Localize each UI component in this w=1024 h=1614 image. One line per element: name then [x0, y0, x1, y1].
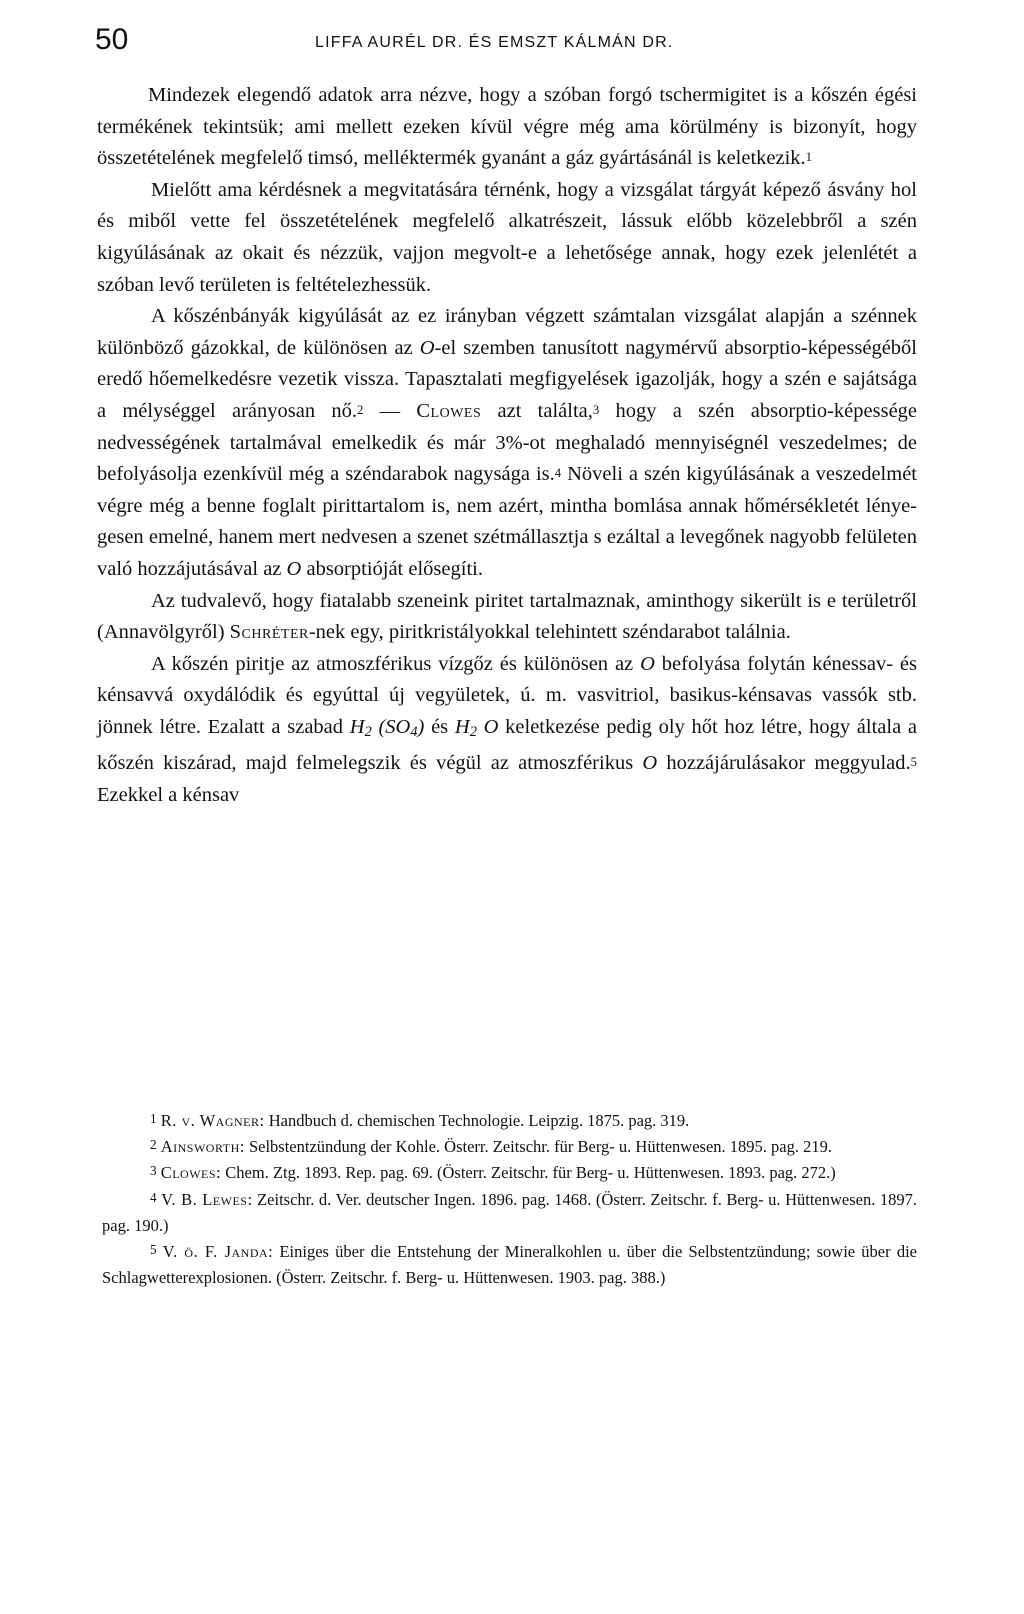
- footnote-2: [102, 1134, 917, 1160]
- formula-h2o: [455, 716, 499, 738]
- footnote-author: Ainsworth:: [160, 1137, 245, 1157]
- formula-part: 2: [364, 723, 372, 740]
- paragraph-1-text: Mindezek elegendő adatok arra nézve, hogy a szóban forgó tschermigitet is a kőszén égési termékének tekintsük; ami mellett ezeken kívül végre még ama körülmény is bizonyít, hogy összetételének megfelelő timsó, melléktermék gyanánt a gáz gyártásánál is keletkezik.: [97, 84, 917, 170]
- footnote-ref-4: 4: [554, 465, 562, 480]
- formula-part: O: [476, 715, 499, 738]
- footnote-5: [102, 1239, 917, 1291]
- paragraph-2: [97, 175, 917, 301]
- paragraph-4-text-a: Az tudvalevő, hogy fiatalabb szeneink piritet tartalmaznak, aminthogy sikerült is e területről (Annavölgyről): [97, 589, 917, 644]
- paragraph-3-text-d: azt találta,: [481, 399, 593, 422]
- running-head: LIFFA AURÉL DR. ÉS EMSZT KÁLMÁN DR.: [315, 34, 674, 51]
- oxygen-symbol: O: [642, 752, 658, 775]
- paragraph-4: [97, 586, 917, 649]
- formula-h2so4: [350, 716, 425, 738]
- author-schreter: Schréter: [229, 621, 309, 644]
- footnote-text: Handbuch d. chemischen Technologie. Leipzig. 1875. pag. 319.: [264, 1111, 690, 1130]
- paragraph-5-text-c: és: [424, 715, 455, 738]
- paragraph-5-text-f: Ezekkel a kénsav: [97, 783, 240, 806]
- formula-part: 2: [469, 723, 477, 740]
- footnote-4: [102, 1187, 917, 1239]
- paragraph-5-text-d: keletkezése pedig oly hőt hoz létre, hogy általa a kőszén kiszárad, majd felmelegszik és végül az atmoszférikus: [97, 715, 918, 775]
- footnote-number: 1: [150, 1111, 157, 1127]
- footnote-author: R. v. Wagner:: [160, 1111, 265, 1130]
- paragraph-3-text-f: Növeli a szén kigyúlásának a veszedelmét végre még a benne foglalt pirittartalom is, nem azért, mintha bomlása annak hőmérsékletét lényegesen emelné, hanem mert nedvesen a szenet szétmállasztja s ezáltal a levegőnek nagyobb felületen való hozzájutásával az: [97, 463, 917, 580]
- paragraph-5: [97, 649, 917, 812]
- footnote-ref-3: 3: [592, 402, 600, 417]
- footnote-ref-1: 1: [805, 149, 813, 164]
- body-text: [97, 80, 917, 812]
- page-number: 50: [95, 23, 129, 56]
- paragraph-5-text-e: hozzájárulásakor meggyulad.: [657, 752, 911, 775]
- footnote-number: 3: [150, 1163, 157, 1179]
- oxygen-symbol: O: [640, 652, 655, 675]
- paragraph-3-text-b: -el szemben tanusított nagymérvű absorptio-képességéből eredő hőemelkedésre vezetik vissza. Tapasztalati megfigyelések igazolják, hogy a szén e sajátsága a mélységgel arányosan nő.: [97, 336, 917, 422]
- footnote-number: 5: [150, 1242, 157, 1258]
- footnote-number: 4: [150, 1189, 157, 1205]
- footnote-text: Selbstentzündung der Kohle. Österr. Zeitschr. für Berg- u. Hüttenwesen. 1895. pag. 219.: [244, 1137, 832, 1157]
- paragraph-3-text-g: absorptióját elősegíti.: [301, 557, 483, 580]
- footnote-ref-5: 5: [910, 755, 917, 770]
- footnote-number: 2: [150, 1137, 157, 1153]
- paragraph-3-text-a: A kőszénbányák kigyúlását az ez irányban végzett számtalan vizsgálat alapján a szénnek különböző gázokkal, de különösen az: [97, 305, 917, 359]
- formula-part: H: [454, 715, 470, 738]
- footnote-author: Clowes:: [160, 1163, 222, 1183]
- paragraph-3-dash: —: [363, 399, 417, 422]
- oxygen-symbol: O: [286, 557, 302, 580]
- formula-part: 4: [410, 723, 418, 740]
- footnote-author: V. ö. F. Janda:: [162, 1242, 274, 1262]
- footnotes: [102, 1108, 917, 1291]
- footnote-author: V. B. Lewes:: [161, 1189, 253, 1209]
- formula-part: H: [349, 715, 365, 738]
- footnote-text: Einiges über die Entstehung der Mineralkohlen u. über die Selbstentzündung; sowie über die Schlagwetterexplosionen. (Österr. Zeitschr. f. Berg- u. Hüttenwesen. 1903. pag. 388.): [102, 1242, 917, 1288]
- paragraph-1: [97, 80, 917, 175]
- footnote-text: Chem. Ztg. 1893. Rep. pag. 69. (Österr. Zeitschr. für Berg- u. Hüttenwesen. 1893. pag. 272.): [221, 1163, 836, 1183]
- formula-part: (SO: [371, 715, 411, 738]
- author-clowes: Clowes: [416, 399, 482, 422]
- paragraph-3: [97, 301, 917, 585]
- paragraph-3-text-e: hogy a szén absorptio-képessége nedvességének tartalmával emelkedik és már 3%-ot meghaladó mennyiségnél veszedelmes; de befolyásolja ezenkívül még a széndarabok nagysága is.: [97, 399, 918, 486]
- oxygen-symbol: O: [419, 336, 435, 359]
- page-header: [95, 22, 925, 62]
- paragraph-4-text-b: -nek egy, piritkristályokkal telehintett széndarabot találnia.: [308, 621, 791, 644]
- footnote-1: [102, 1108, 917, 1134]
- footnote-3: [102, 1160, 917, 1186]
- paragraph-5-text-b: befolyása folytán kénessav- és kénsavvá oxydálódik és egyúttal új vegyületek, ú. m. vasvitriol, basikus-kénsavas vassók stb. jönnek létre. Ezalatt a szabad: [97, 652, 917, 738]
- formula-part: ): [417, 715, 425, 738]
- footnote-ref-2: 2: [356, 402, 364, 417]
- paragraph-5-text-a: A kőszén piritje az atmoszférikus vízgőz és különösen az: [151, 652, 641, 675]
- paragraph-2-text: Mielőtt ama kérdésnek a megvitatására térnénk, hogy a vizsgálat tárgyát képező ásvány hol és miből vette fel összetételének megfelelő alkatrészeit, lássuk előbb közelebbről a szén kigyúlásának az okait és nézzük, vajjon megvolt-e a lehetősége annak, hogy ezek jelenlétét a szóban levő területen is feltételezhessük.: [97, 178, 917, 296]
- footnote-text: Zeitschr. d. Ver. deutscher Ingen. 1896. pag. 1468. (Österr. Zeitschr. f. Berg- u. Hüttenwesen. 1897. pag. 190.): [102, 1189, 917, 1235]
